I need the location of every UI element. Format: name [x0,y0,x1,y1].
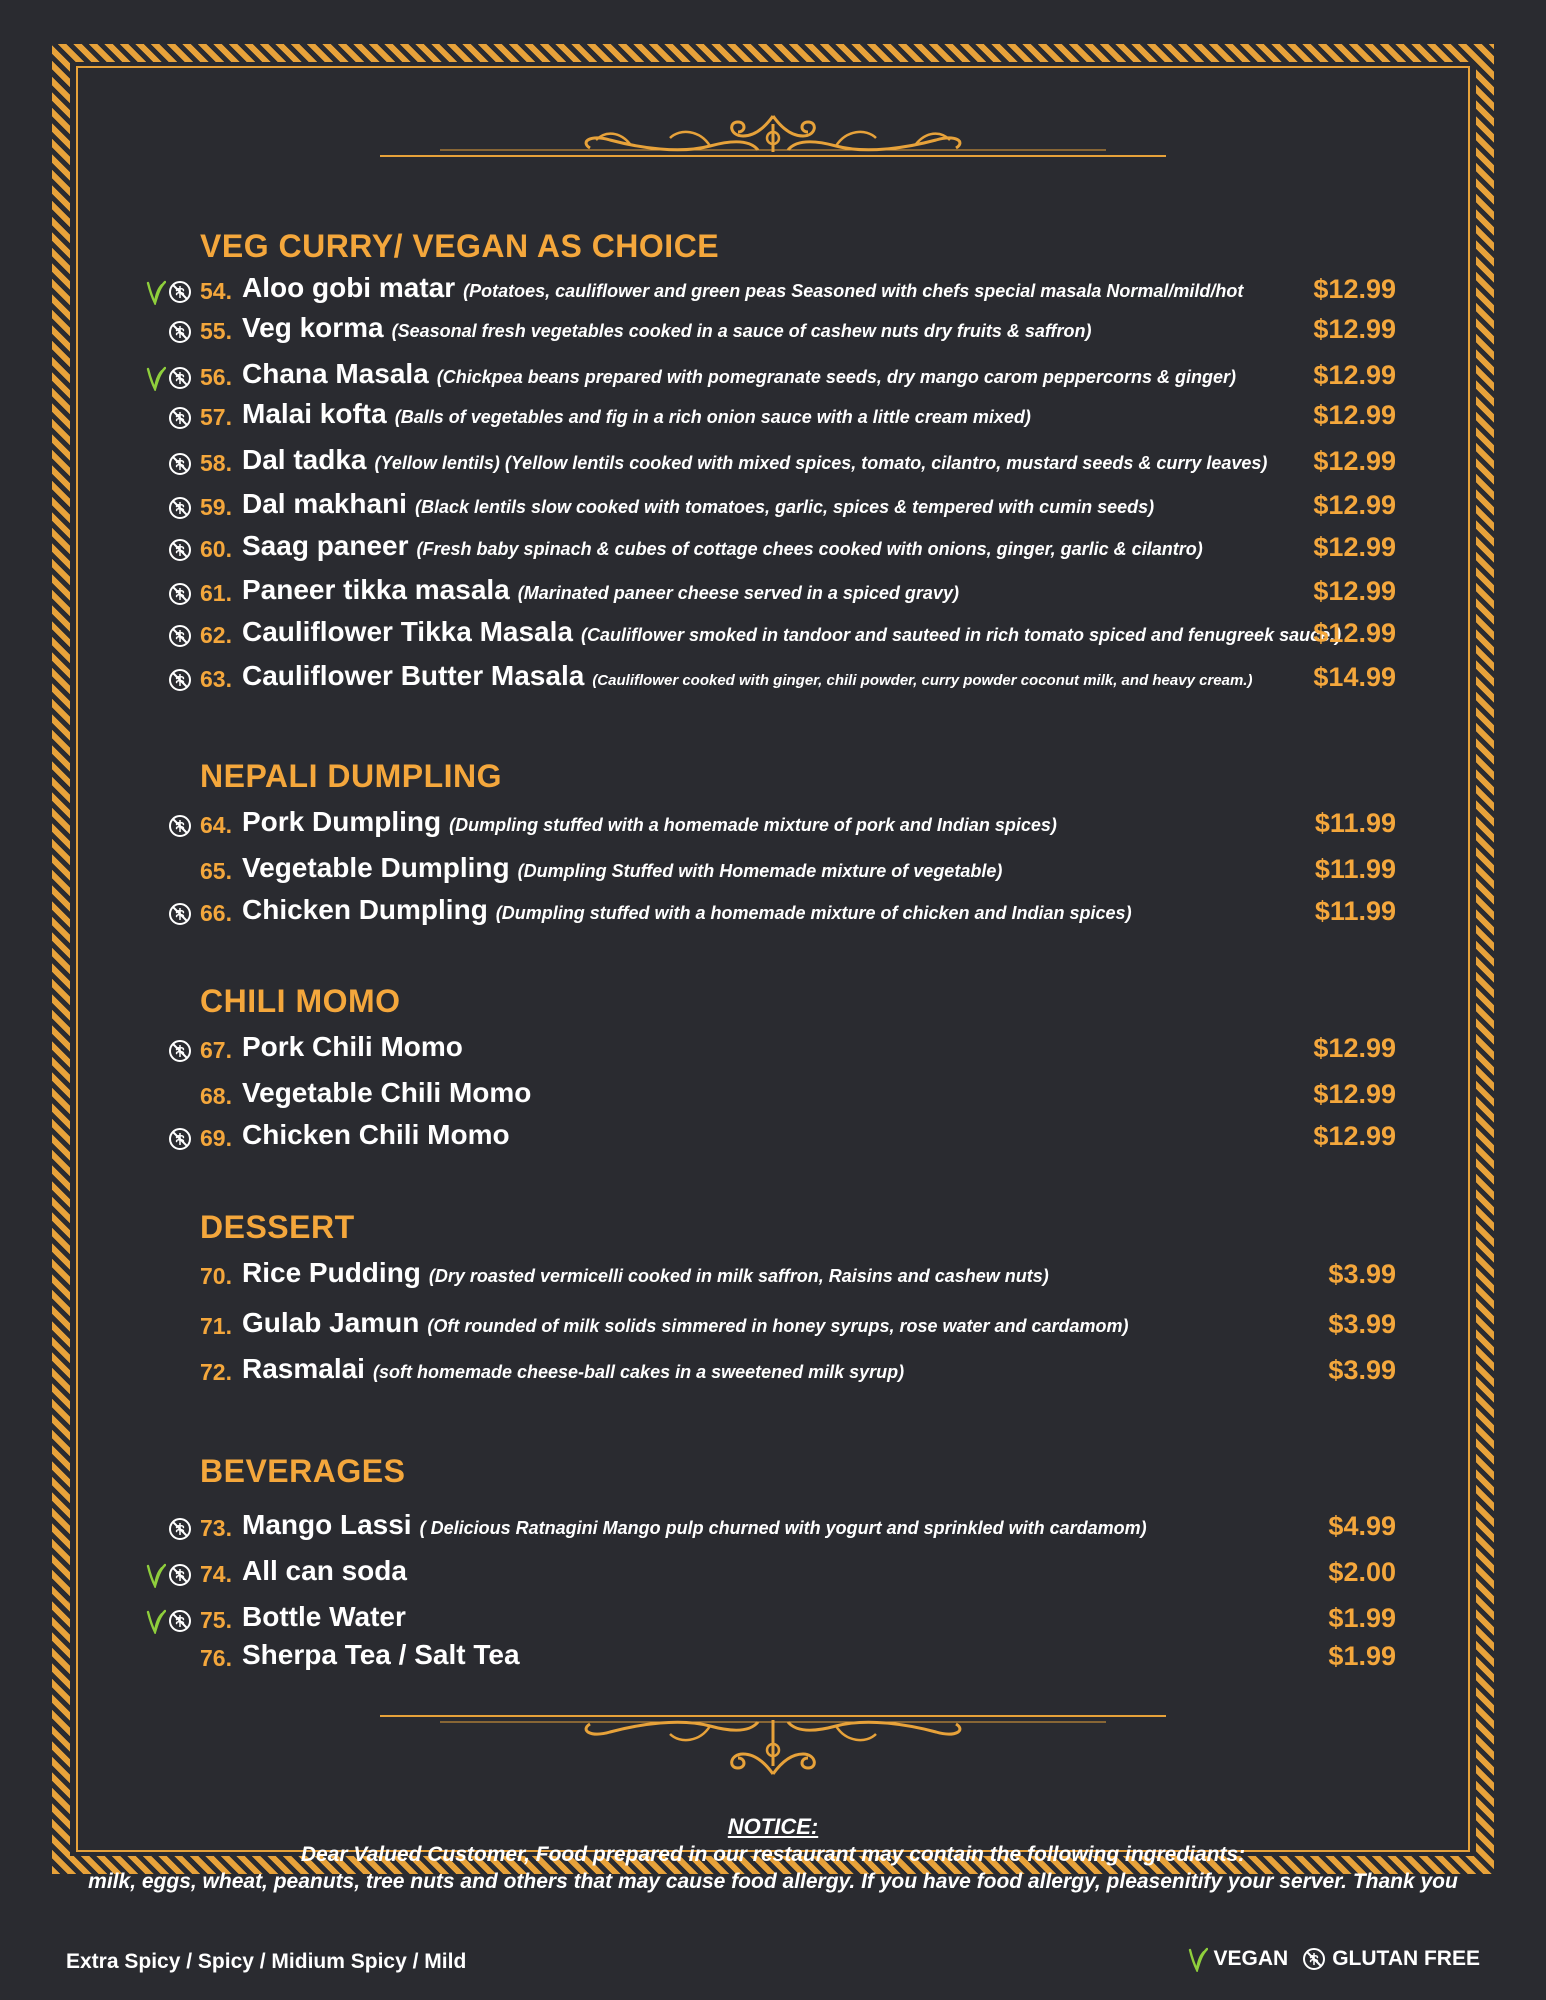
section-title: CHILI MOMO [200,983,401,1019]
item-name-text: Vegetable Dumpling [242,852,510,883]
item-name [242,1509,1147,1541]
item-name-text: Pork Dumpling [242,806,442,837]
diet-icons [168,448,192,480]
item-price: $1.99 [1328,1641,1396,1671]
diet-icons [144,1605,192,1637]
diet-icons [168,620,192,652]
menu-item [0,358,1546,398]
item-name [242,894,1132,926]
menu-item [0,1509,1546,1549]
wheat-crossed-icon [168,624,192,648]
diet-icons [168,1123,192,1155]
item-name-text: Paneer tikka masala [242,574,510,605]
item-name [242,1307,1129,1339]
item-name-text: Saag paneer [242,530,409,561]
item-name-text: Chana Masala [242,358,429,389]
item-description: (Balls of vegetables and fig in a rich onion sauce with a little cream mixed) [394,407,1031,427]
bottom-ornament [380,1700,1166,1780]
diet-icons [168,402,192,434]
item-description: (Cauliflower cooked with ginger, chili powder, curry powder coconut milk, and heavy cream.) [592,672,1253,689]
diet-icons [168,492,192,524]
diet-icons [168,534,192,566]
item-price: $12.99 [1313,360,1396,390]
item-description: ( Delicious Ratnagini Mango pulp churned with yogurt and sprinkled with cardamom) [419,1518,1147,1538]
wheat-crossed-icon [168,582,192,606]
menu-item [0,1119,1546,1159]
wheat-crossed-icon [168,366,192,390]
leaf-icon [144,1562,166,1588]
item-price: $12.99 [1313,400,1396,430]
item-name [242,1353,904,1385]
diet-icons [144,276,192,308]
item-name-text: Chicken Chili Momo [242,1119,510,1150]
item-price: $1.99 [1328,1603,1396,1633]
item-name [242,1031,463,1063]
item-description: (Dumpling stuffed with a homemade mixture of chicken and Indian spices) [495,903,1132,923]
leaf-icon [144,1608,166,1634]
spice-level-legend: Extra Spicy / Spicy / Midium Spicy / Mild [66,1950,467,1973]
item-price: $3.99 [1328,1355,1396,1385]
diet-icons [168,664,192,696]
item-name-text: Dal tadka [242,444,367,475]
gluten-free-legend-label: GLUTAN FREE [1332,1947,1480,1970]
item-description: (Marinated paneer cheese served in a spiced gravy) [517,583,959,603]
item-description: (Cauliflower smoked in tandoor and sauteed in rich tomato spiced and fenugreek sauce.) [580,625,1342,645]
menu-item [0,1555,1546,1595]
item-name-text: Mango Lassi [242,1509,412,1540]
item-description: (Yellow lentils) (Yellow lentils cooked with mixed spices, tomato, cilantro, mustard seeds & curry leaves) [374,453,1268,473]
wheat-crossed-icon [168,814,192,838]
wheat-crossed-icon [168,452,192,476]
item-name [242,1077,531,1109]
item-name [242,1639,520,1671]
item-number: 64. [200,812,232,838]
item-price: $12.99 [1313,1121,1396,1151]
section-title: DESSERT [200,1209,355,1245]
item-name [242,488,1154,520]
leaf-icon [144,365,166,391]
item-number: 70. [200,1263,232,1289]
item-name [242,312,1092,344]
diet-icons [168,810,192,842]
wheat-crossed-icon [168,406,192,430]
item-description: (Oft rounded of milk solids simmered in honey syrups, rose water and cardamom) [427,1316,1129,1336]
item-description: (Dumpling Stuffed with Homemade mixture of vegetable) [517,861,1003,881]
menu-item [0,1639,1546,1679]
menu-item [0,660,1546,700]
diet-icons [168,578,192,610]
item-price: $12.99 [1313,314,1396,344]
item-price: $12.99 [1313,618,1396,648]
item-price: $4.99 [1328,1511,1396,1541]
item-name-text: Pork Chili Momo [242,1031,463,1062]
notice-title: NOTICE: [727,1814,819,1839]
item-name-text: Veg korma [242,312,384,343]
diet-icons [144,1559,192,1591]
menu-item [0,444,1546,484]
top-ornament [380,110,1166,190]
menu-item [0,616,1546,656]
item-number: 57. [200,404,232,430]
menu-item [0,1307,1546,1347]
item-name [242,530,1203,562]
menu-item [0,1353,1546,1393]
item-description: (soft homemade cheese-ball cakes in a sweetened milk syrup) [372,1362,905,1382]
item-price: $11.99 [1314,854,1396,884]
item-price: $3.99 [1328,1259,1396,1289]
wheat-crossed-icon [1302,1947,1326,1971]
wheat-crossed-icon [168,668,192,692]
leaf-icon [1186,1946,1208,1972]
item-name-text: All can soda [242,1555,407,1586]
section-title: NEPALI DUMPLING [200,758,503,794]
item-name [242,660,1252,692]
item-name [242,272,1243,304]
wheat-crossed-icon [168,902,192,926]
menu-item [0,1257,1546,1297]
wheat-crossed-icon [168,538,192,562]
menu-item [0,398,1546,438]
item-number: 74. [200,1561,232,1587]
item-description: (Chickpea beans prepared with pomegranate seeds, dry mango carom peppercorns & ginger) [436,367,1236,387]
wheat-crossed-icon [168,1127,192,1151]
item-number: 76. [200,1645,232,1671]
item-name [242,574,959,606]
item-price: $11.99 [1314,808,1396,838]
wheat-crossed-icon [168,1517,192,1541]
item-name-text: Gulab Jamun [242,1307,420,1338]
item-description: (Black lentils slow cooked with tomatoes, garlic, spices & tempered with cumin seeds) [414,497,1155,517]
section-title: BEVERAGES [200,1453,406,1489]
diet-icons [144,362,192,394]
item-price: $11.99 [1314,896,1396,926]
item-number: 73. [200,1515,232,1541]
notice-line-2: milk, eggs, wheat, peanuts, tree nuts and others that may cause food allergy. If you have food allergy, pleasenitify your server. Thank you [88,1870,1458,1893]
item-name-text: Rice Pudding [242,1257,421,1288]
item-name-text: Dal makhani [242,488,407,519]
item-price: $12.99 [1313,274,1396,304]
item-number: 69. [200,1125,232,1151]
diet-legend [1186,1946,1480,1972]
item-description: (Potatoes, cauliflower and green peas Seasoned with chefs special masala Normal/mild/hot [463,281,1244,301]
menu-item [0,312,1546,352]
item-description: (Seasonal fresh vegetables cooked in a sauce of cashew nuts dry fruits & saffron) [391,321,1092,341]
menu-item [0,530,1546,570]
item-number: 66. [200,900,232,926]
item-number: 67. [200,1037,232,1063]
menu-item [0,488,1546,528]
item-name-text: Cauliflower Tikka Masala [242,616,573,647]
item-number: 68. [200,1083,232,1109]
item-name-text: Malai kofta [242,398,387,429]
diet-icons [168,898,192,930]
menu-item [0,1601,1546,1641]
menu-item [0,806,1546,846]
wheat-crossed-icon [168,1609,192,1633]
item-price: $14.99 [1313,662,1396,692]
item-number: 61. [200,580,232,606]
menu-item [0,1077,1546,1117]
item-number: 75. [200,1607,232,1633]
item-name [242,1119,510,1151]
item-name [242,398,1031,430]
item-description: (Dumpling stuffed with a homemade mixture of pork and Indian spices) [449,815,1057,835]
item-price: $12.99 [1313,532,1396,562]
item-name-text: Bottle Water [242,1601,406,1632]
menu-item [0,574,1546,614]
item-number: 71. [200,1313,232,1339]
item-description: (Dry roasted vermicelli cooked in milk saffron, Raisins and cashew nuts) [428,1266,1049,1286]
wheat-crossed-icon [168,1039,192,1063]
item-number: 58. [200,450,232,476]
menu-item [0,852,1546,892]
item-name [242,358,1236,390]
item-number: 62. [200,622,232,648]
item-number: 65. [200,858,232,884]
item-number: 55. [200,318,232,344]
item-number: 56. [200,364,232,390]
section-title: VEG CURRY/ VEGAN AS CHOICE [200,228,720,264]
vegan-legend-label: VEGAN [1213,1947,1289,1970]
menu-item [0,272,1546,312]
item-number: 72. [200,1359,232,1385]
item-price: $2.00 [1328,1557,1396,1587]
item-name [242,1555,407,1587]
item-name [242,1601,406,1633]
item-number: 60. [200,536,232,562]
item-description: (Fresh baby spinach & cubes of cottage chees cooked with onions, ginger, garlic & cilantro) [416,539,1203,559]
item-price: $12.99 [1313,576,1396,606]
notice-line-1: Dear Valued Customer, Food prepared in our restaurant may contain the following ingrediants: [300,1843,1246,1866]
diet-icons [168,316,192,348]
diet-icons [168,1513,192,1545]
item-name-text: Cauliflower Butter Masala [242,660,585,691]
menu-item [0,1031,1546,1071]
item-name [242,1257,1049,1289]
item-name-text: Sherpa Tea / Salt Tea [242,1639,520,1670]
item-price: $12.99 [1313,1079,1396,1109]
item-name [242,444,1267,476]
item-price: $3.99 [1328,1309,1396,1339]
item-name [242,616,1341,648]
item-price: $12.99 [1313,1033,1396,1063]
item-price: $12.99 [1313,446,1396,476]
wheat-crossed-icon [168,1563,192,1587]
item-number: 54. [200,278,232,304]
item-name-text: Aloo gobi matar [242,272,456,303]
item-number: 63. [200,666,232,692]
diet-icons [168,1035,192,1067]
wheat-crossed-icon [168,280,192,304]
item-name-text: Rasmalai [242,1353,365,1384]
wheat-crossed-icon [168,320,192,344]
leaf-icon [144,279,166,305]
item-name [242,806,1057,838]
wheat-crossed-icon [168,496,192,520]
item-number: 59. [200,494,232,520]
item-name-text: Chicken Dumpling [242,894,488,925]
item-price: $12.99 [1313,490,1396,520]
menu-item [0,894,1546,934]
item-name-text: Vegetable Chili Momo [242,1077,532,1108]
item-name [242,852,1002,884]
